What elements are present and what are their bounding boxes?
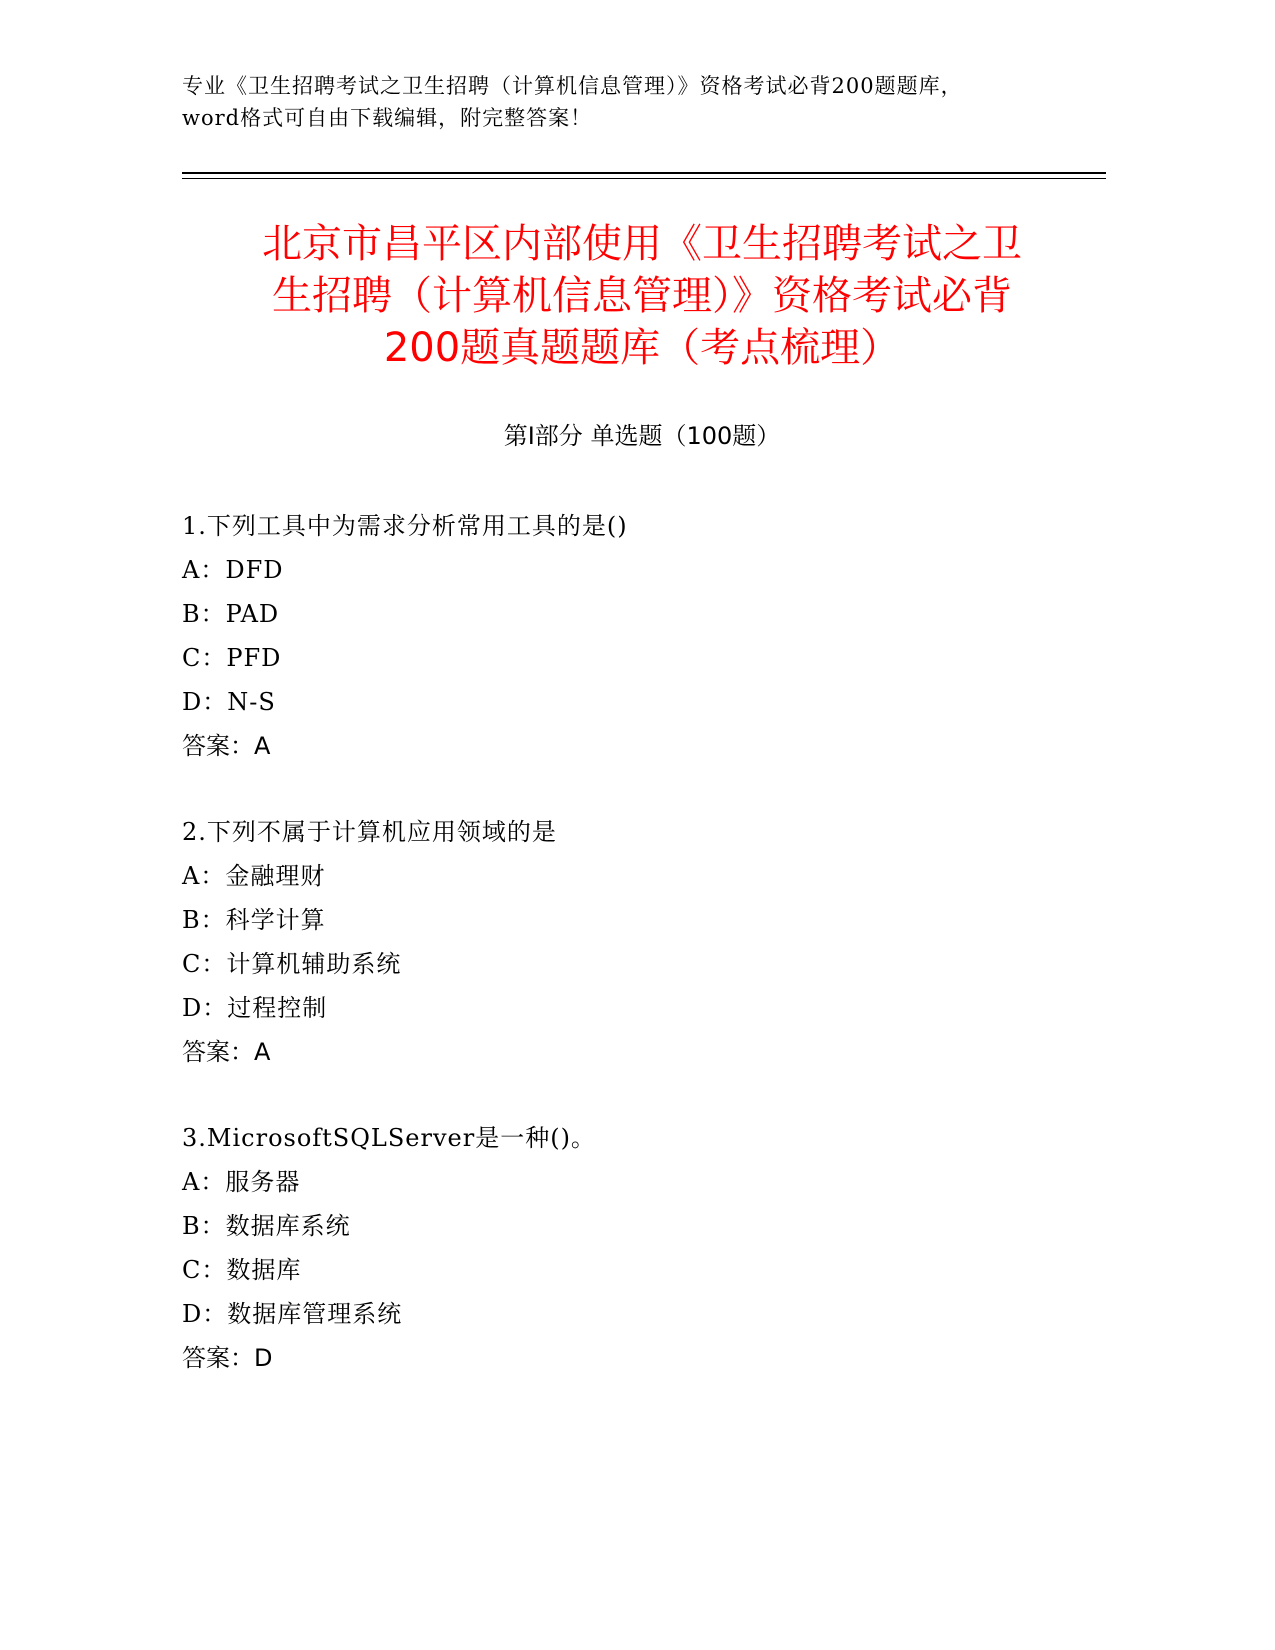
question-item xyxy=(182,810,1102,1074)
option-d: D：过程控制 xyxy=(182,994,328,1022)
document-title xyxy=(182,218,1102,374)
option-c: C：计算机辅助系统 xyxy=(182,950,402,978)
question-item xyxy=(182,504,1102,768)
option-d: D：数据库管理系统 xyxy=(182,1300,403,1328)
header-rule-thin xyxy=(182,178,1106,179)
question-text: 1.下列工具中为需求分析常用工具的是() xyxy=(182,512,628,540)
answer-text: 答案：A xyxy=(182,732,271,760)
question-text: 2.下列不属于计算机应用领域的是 xyxy=(182,818,557,846)
document-title-line-3: 200题真题题库（考点梳理） xyxy=(383,325,901,371)
question-item xyxy=(182,1116,1102,1380)
option-b: B：PAD xyxy=(182,600,280,628)
document-title-line-2: 生招聘（计算机信息管理）》资格考试必背 xyxy=(272,273,1012,319)
option-c: C：PFD xyxy=(182,644,282,672)
header-note-line-2: word格式可自由下载编辑，附完整答案！ xyxy=(182,106,593,130)
section-heading: 第Ⅰ部分 单选题（100题） xyxy=(503,422,781,450)
header-rule-thick xyxy=(182,172,1106,174)
option-a: A：DFD xyxy=(182,556,284,584)
option-d: D：N-S xyxy=(182,688,276,716)
answer-text: 答案：A xyxy=(182,1038,271,1066)
option-a: A：金融理财 xyxy=(182,862,326,890)
question-list xyxy=(182,504,1102,1422)
option-b: B：科学计算 xyxy=(182,906,326,934)
header-note xyxy=(182,70,1102,134)
document-title-line-1: 北京市昌平区内部使用《卫生招聘考试之卫 xyxy=(262,221,1022,267)
option-b: B：数据库系统 xyxy=(182,1212,351,1240)
question-text: 3.MicrosoftSQLServer是一种()。 xyxy=(182,1124,596,1152)
option-c: C：数据库 xyxy=(182,1256,302,1284)
answer-text: 答案：D xyxy=(182,1344,273,1372)
option-a: A：服务器 xyxy=(182,1168,301,1196)
header-note-line-1: 专业《卫生招聘考试之卫生招聘（计算机信息管理）》资格考试必背200题题库， xyxy=(182,74,963,98)
